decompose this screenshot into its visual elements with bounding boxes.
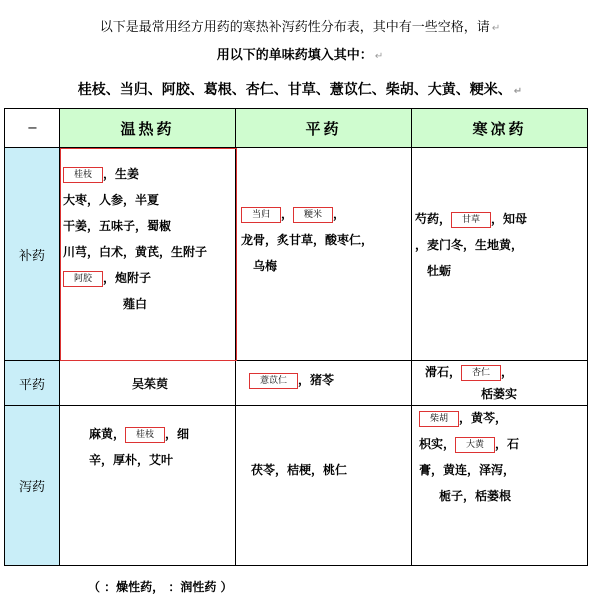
herb-list: 桂枝、当归、阿胶、葛根、杏仁、甘草、薏苡仁、柴胡、大黄、粳米、 ↵ [77,82,523,98]
header-cold: 寒凉药 [412,109,587,147]
cell-neutral-neutral: 薏苡仁 ，猪苓 [249,367,409,393]
herb-property-table [4,108,588,566]
row-header-purge: 泻药 [5,406,59,565]
row-header-neutral: 平药 [5,361,59,405]
cell-purge-neutral: 茯苓，桔梗，桃仁 [251,463,348,477]
cell-purge-warm: 麻黄， 桂枝 ，细 辛，厚朴，艾叶 [89,427,190,467]
answer-blank[interactable]: 柴胡 [419,411,459,427]
answer-blank[interactable]: 甘草 [451,212,491,228]
header-warm: 温热药 [60,109,235,147]
cell-neutral-warm: 吴茱萸 [131,377,168,391]
row-header-tonify: 补药 [5,148,59,360]
cell-neutral-cold: 滑石， 杏仁 ， 栝蒌实 [425,365,518,401]
answer-blank[interactable]: 当归 [241,207,281,223]
answer-blank[interactable]: 杏仁 [461,365,501,381]
cell-tonify-neutral: 当归 ， 粳米 ， 龙骨，炙甘草，酸枣仁， 乌梅 [241,207,374,273]
answer-blank[interactable]: 桂枝 [63,167,103,183]
intro-line-1: 以下是最常用经方用药的寒热补泻药性分布表，其中有一些空格，请 ↵ [99,20,501,35]
header-neutral: 平药 [236,109,411,147]
cell-tonify-warm: 桂枝 ，生姜 大枣，人参，半夏 干姜，五味子，蜀椒 川芎，白术，黄芪，生附子 阿胶 ，炮附子 薤白 [63,167,208,311]
answer-blank[interactable]: 桂枝 [125,427,165,443]
legend-footnote: （ ：燥性药， ：润性药 ） [88,580,233,594]
answer-blank[interactable]: 阿胶 [63,271,103,287]
corner-cell: − [27,121,38,136]
answer-blank[interactable]: 大黄 [455,437,495,453]
intro-line-2: 用以下的单味药填入其中： ↵ [216,48,384,63]
cell-purge-cold: 柴胡 ，黄芩， 枳实， 大黄 ，石 膏，黄连，泽泻， 栀子，栝蒌根 [419,411,520,503]
answer-blank[interactable]: 粳米 [293,207,333,223]
answer-blank[interactable]: 薏苡仁 [249,373,298,389]
cell-tonify-cold: 芍药， 甘草 ，知母 ，麦门冬，生地黄， 牡蛎 [415,212,528,278]
